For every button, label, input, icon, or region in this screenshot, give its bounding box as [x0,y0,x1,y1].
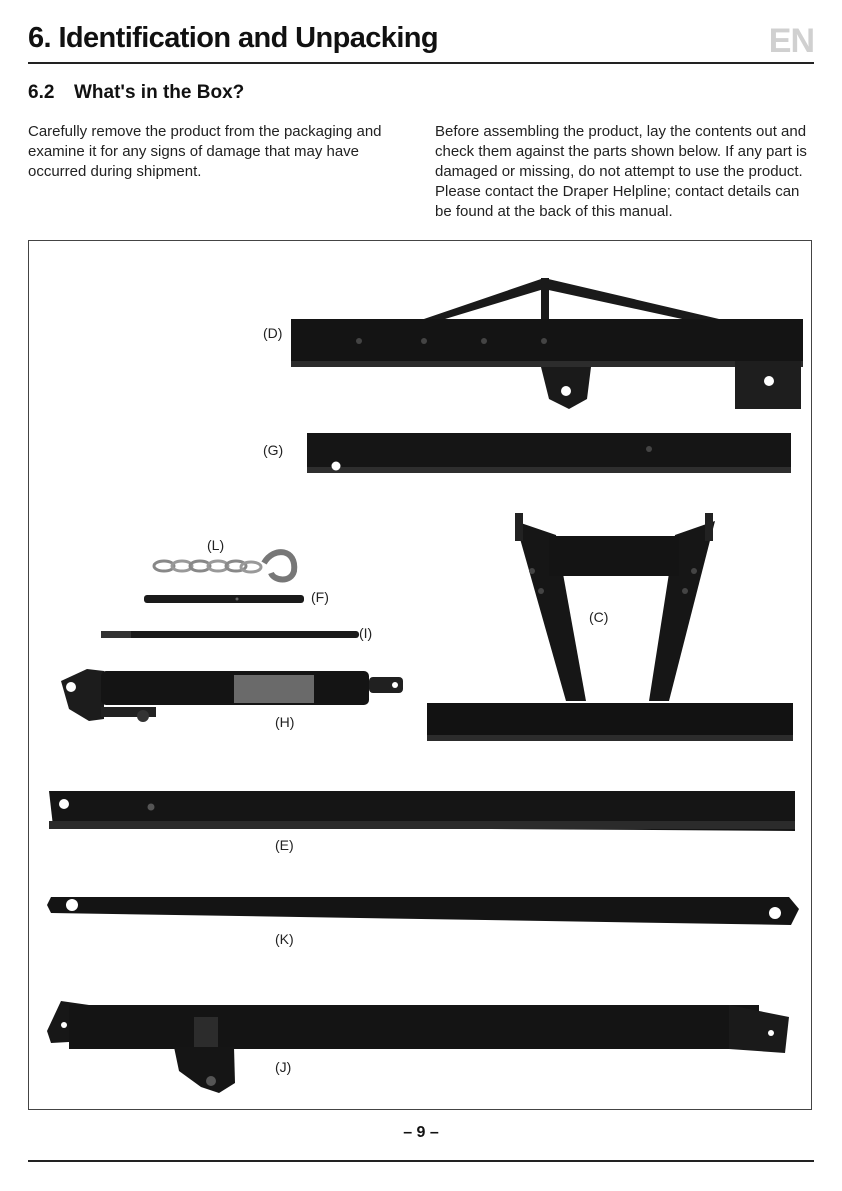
part-e-bar-image [49,791,795,831]
intro-left-paragraph: Carefully remove the product from the packaging and examine it for any signs of damage that may have occurred during shipment. [28,123,382,180]
part-i-rod-image [101,631,359,638]
intro-right-paragraph: Before assembling the product, lay the contents out and check them against the parts shown below. If any part is damaged or missing, do not attempt to use the product. Please contact the Draper Helpline; contact details can be found at the back of this manual. [435,123,807,220]
part-g-bar-image [307,433,791,473]
part-c-base-image [427,513,793,741]
section-number: 6.2 [28,82,55,103]
part-label-i: (I) [359,625,373,641]
part-d-beam-image [291,278,803,409]
parts-illustration [29,241,813,1111]
part-k-strap-image [47,897,799,925]
part-label-g: (G) [263,442,284,458]
page-title: 6. Identification and Unpacking [28,22,438,54]
part-label-k: (K) [275,931,294,947]
part-label-e: (E) [275,837,294,853]
header-rule [28,62,814,64]
part-label-h: (H) [275,714,295,730]
footer-rule [28,1160,814,1162]
page-number: – 9 – [403,1124,439,1141]
part-f-handle-image [144,595,304,603]
section-title: What's in the Box? [74,82,245,103]
section-heading [28,82,244,104]
part-label-j: (J) [275,1059,292,1075]
part-h-ram-image [61,669,403,722]
part-label-d: (D) [263,325,283,341]
part-label-c: (C) [589,609,609,625]
part-j-leg-image [47,1001,789,1093]
parts-illustration-frame [28,240,812,1110]
language-badge: EN [768,22,814,60]
part-label-l: (L) [207,537,225,553]
part-label-f: (F) [311,589,329,605]
part-l-chain-image [154,552,294,579]
